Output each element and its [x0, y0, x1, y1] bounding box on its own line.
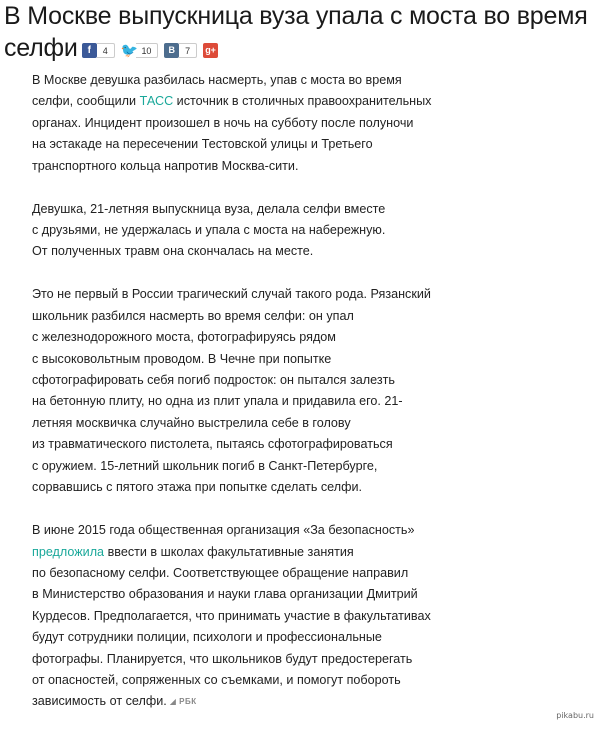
twitter-count: 10: [136, 43, 159, 58]
facebook-share[interactable]: [82, 43, 115, 58]
p3-line5: сфотографировать себя погиб подросток: он пытался залезть: [32, 373, 395, 388]
p4-line1: В июне 2015 года общественная организация «За безопасность»: [32, 523, 415, 538]
paragraph-3: [32, 284, 472, 498]
p1-line1: В Москве девушка разбилась насмерть, упав с моста во время: [32, 73, 402, 87]
article-body: [32, 70, 472, 734]
p4-line8: от опасностей, сопряженных со съемками, и помогут побороть: [32, 672, 401, 687]
source-label: РБК: [179, 697, 197, 707]
vk-icon[interactable]: В: [164, 43, 179, 58]
tass-link[interactable]: ТАСС: [139, 94, 174, 109]
facebook-icon[interactable]: f: [82, 43, 97, 58]
twitter-icon[interactable]: 🐦: [120, 42, 138, 58]
p3-line6: на бетонную плиту, но одна из плит упала и придавила его. 21-: [32, 394, 403, 409]
p3-line1: Это не первый в России трагический случай такого рода. Рязанский: [32, 287, 431, 302]
p4-line4: в Министерство образования и науки глава организации Дмитрий: [32, 587, 418, 602]
headline-line2: селфи: [4, 34, 78, 62]
p1-line5: транспортного кольца напротив Москва-сити.: [32, 158, 299, 173]
twitter-share[interactable]: [121, 43, 159, 58]
p1-line2-start: селфи, сообщили: [32, 94, 140, 109]
paragraph-4: [32, 520, 472, 713]
p4-line5: Курдесов. Предполагается, что принимать участие в факультативах: [32, 608, 431, 623]
share-buttons: [82, 43, 224, 58]
p4-line2-end: ввести в школах факультативные занятия: [104, 544, 354, 559]
p3-line10: сорвавшись с пятого этажа при попытке сделать селфи.: [32, 480, 363, 495]
source-rbk-logo: ◢ РБК: [169, 697, 197, 707]
p3-line4: с высоковольтным проводом. В Чечне при попытке: [32, 351, 332, 366]
facebook-count: 4: [97, 43, 115, 58]
p3-line8: из травматического пистолета, пытаясь сфотографироваться: [32, 437, 393, 452]
paragraph-1: [32, 70, 472, 177]
p1-line2-end: источник в столичных правоохранительных: [173, 94, 432, 109]
gplus-share[interactable]: [203, 43, 218, 58]
p2-line3: От полученных травм она скончалась на месте.: [32, 244, 314, 259]
p4-line9: зависимость от селфи.: [32, 694, 167, 709]
p4-line3: по безопасному селфи. Соответствующее обращение направил: [32, 565, 409, 580]
p4-line6: будут сотрудники полиции, психологи и профессиональные: [32, 630, 382, 645]
site-watermark: pikabu.ru: [556, 711, 594, 720]
article-headline: [4, 0, 596, 64]
vk-count: 7: [179, 43, 197, 58]
paragraph-2: [32, 199, 472, 263]
p2-line1: Девушка, 21-летняя выпускница вуза, делала селфи вместе: [32, 201, 386, 216]
headline-line1: В Москве выпускница вуза упала с моста во время: [4, 2, 588, 30]
vk-share[interactable]: [164, 43, 197, 58]
gplus-icon[interactable]: g+: [203, 43, 218, 58]
p4-line7: фотографы. Планируется, что школьников будут предостерегать: [32, 651, 413, 666]
proposal-link[interactable]: предложила: [32, 544, 105, 559]
p1-line3: органах. Инцидент произошел в ночь на субботу после полуночи: [32, 115, 414, 130]
p3-line9: с оружием. 15-летний школьник погиб в Санкт-Петербурге,: [32, 458, 378, 473]
p1-line4: на эстакаде на пересечении Тестовской улицы и Третьего: [32, 137, 373, 152]
p3-line2: школьник разбился насмерть во время селфи: он упал: [32, 308, 354, 323]
p3-line3: с железнодорожного моста, фотографируясь рядом: [32, 330, 336, 345]
p2-line2: с друзьями, не удержалась и упала с моста на набережную.: [32, 223, 386, 238]
p3-line7: летняя москвичка случайно выстрелила себе в голову: [32, 415, 351, 430]
